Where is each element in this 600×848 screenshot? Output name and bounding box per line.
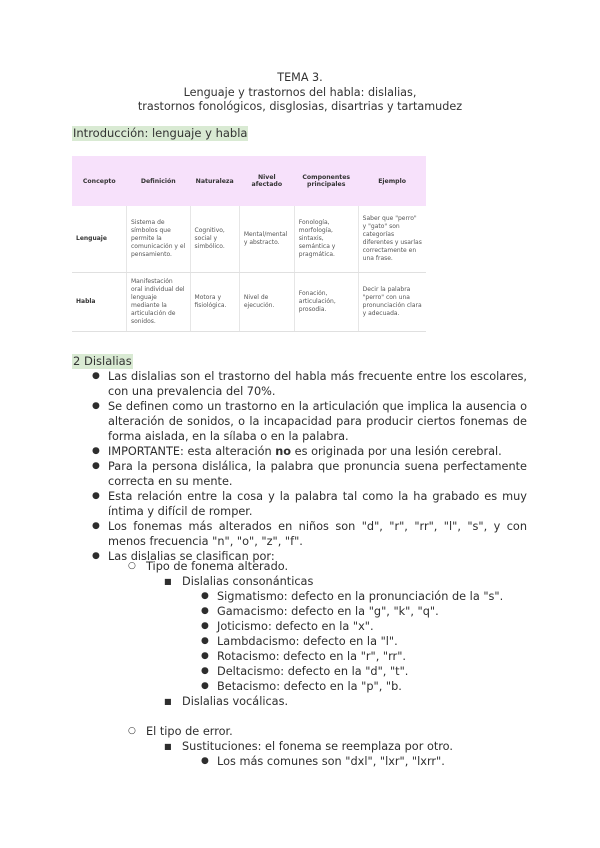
list-item: ● Las dislalias se clasifican por: bbox=[92, 550, 275, 563]
table-cell: Nivel de ejecución. bbox=[239, 273, 294, 332]
bullet-icon: ● bbox=[201, 756, 209, 766]
bullet-icon: ● bbox=[92, 521, 100, 531]
table-row bbox=[72, 206, 426, 273]
table-header-cell: Definición bbox=[127, 156, 191, 206]
vocalic-dislalias-list bbox=[0, 694, 288, 709]
intro-heading: Introducción: lenguaje y habla bbox=[73, 126, 248, 140]
table-cell: Sistema de símbolos que permite la comunicación y el pensamiento. bbox=[127, 206, 191, 273]
list-item: ■ Dislalias consonánticas bbox=[164, 575, 314, 588]
list-item: ● Rotacismo: defecto en la "r", "rr". bbox=[201, 650, 406, 663]
bullet-icon: ● bbox=[201, 591, 209, 601]
bullet-icon: ● bbox=[92, 491, 100, 501]
list-item: ● IMPORTANTE: esta alteración no es originada por una lesión cerebral. bbox=[92, 445, 502, 458]
square-bullet-icon: ■ bbox=[164, 742, 172, 751]
table-header-cell: Componentes principales bbox=[294, 156, 358, 206]
classification-level-1 bbox=[0, 559, 288, 574]
substitutions-list bbox=[0, 739, 453, 754]
list-item: ● Joticismo: defecto en la "x". bbox=[201, 620, 374, 633]
table-header-cell: Ejemplo bbox=[358, 156, 426, 206]
table-cell: Lenguaje bbox=[72, 206, 127, 273]
list-item: ● Esta relación entre la cosa y la palabra tal como la ha grabado es muy íntima y difícil de romper. bbox=[92, 490, 527, 518]
table-cell: Mental/mental y abstracto. bbox=[239, 206, 294, 273]
error-type-list bbox=[0, 724, 233, 739]
table-header-cell: Naturaleza bbox=[190, 156, 239, 206]
table-row bbox=[72, 273, 426, 332]
bullet-icon: ● bbox=[201, 636, 209, 646]
bullet-icon: ● bbox=[201, 621, 209, 631]
consonant-dislalias-list bbox=[0, 589, 503, 694]
list-item: ■ Dislalias vocálicas. bbox=[164, 695, 289, 708]
table-cell: Fonología, morfología, sintaxis, semántica y pragmática. bbox=[294, 206, 358, 273]
table-header-row bbox=[72, 156, 426, 206]
bullet-icon: ● bbox=[201, 651, 209, 661]
list-item: ○ Tipo de fonema alterado. bbox=[128, 560, 289, 573]
list-item: ● Los fonemas más alterados en niños son "d", "r", "rr", "l", "s", y con menos frecuencia "n", "o", "z", "f". bbox=[92, 520, 527, 548]
table-header-cell: Concepto bbox=[72, 156, 127, 206]
table-cell: Fonación, articulación, prosodia. bbox=[294, 273, 358, 332]
common-substitutions-list bbox=[0, 754, 445, 769]
bullet-icon: ● bbox=[201, 606, 209, 616]
list-item: ■ Sustituciones: el fonema se reemplaza por otro. bbox=[164, 740, 453, 753]
list-item: ● Para la persona dislálica, la palabra que pronuncia suena perfectamente correcta en su mente. bbox=[92, 460, 527, 488]
list-item: ● Sigmatismo: defecto en la pronunciación de la "s". bbox=[201, 590, 504, 603]
list-item: ● Betacismo: defecto en la "p", "b. bbox=[201, 680, 402, 693]
language-speech-table bbox=[72, 156, 426, 332]
table-cell: Manifestación oral individual del lenguaje mediante la articulación de sonidos. bbox=[127, 273, 191, 332]
list-item: ● Lambdacismo: defecto en la "l". bbox=[201, 635, 398, 648]
topic-subtitle-line-2: trastornos fonológicos, disglosias, disartrias y tartamudez bbox=[137, 100, 463, 113]
bullet-icon: ● bbox=[92, 401, 100, 411]
dislalias-heading: 2 Dislalias bbox=[73, 354, 132, 368]
table-cell: Habla bbox=[72, 273, 127, 332]
table-header-cell: Nivel afectado bbox=[239, 156, 294, 206]
classification-level-2 bbox=[0, 574, 313, 589]
table-cell: Decir la palabra "perro" con una pronunciación clara y adecuada. bbox=[358, 273, 426, 332]
list-item: ● Los más comunes son "dxl", "lxr", "lxrr". bbox=[201, 755, 445, 768]
list-item: ● Se definen como un trastorno en la articulación que implica la ausencia o alteración de sonidos, o la incapacidad para producir ciertos fonemas de forma aislada, en la sílaba o en la palabra. bbox=[92, 400, 527, 443]
list-item: ● Deltacismo: defecto en la "d", "t". bbox=[201, 665, 409, 678]
list-item: ○ El tipo de error. bbox=[128, 725, 233, 738]
bullet-icon: ● bbox=[92, 446, 100, 456]
circle-bullet-icon: ○ bbox=[128, 726, 136, 736]
list-item: ● Las dislalias son el trastorno del habla más frecuente entre los escolares, con una prevalencia del 70%. bbox=[92, 370, 527, 398]
circle-bullet-icon: ○ bbox=[128, 561, 136, 571]
square-bullet-icon: ■ bbox=[164, 577, 172, 586]
bullet-icon: ● bbox=[92, 551, 100, 561]
bullet-icon: ● bbox=[92, 461, 100, 471]
bullet-icon: ● bbox=[201, 681, 209, 691]
square-bullet-icon: ■ bbox=[164, 697, 172, 706]
topic-subtitle-line-1: Lenguaje y trastornos del habla: dislalias, bbox=[183, 86, 417, 99]
bullet-icon: ● bbox=[92, 371, 100, 381]
bullet-icon: ● bbox=[201, 666, 209, 676]
dislalias-bullet-list bbox=[0, 369, 600, 564]
table-cell: Motora y fisiológica. bbox=[190, 273, 239, 332]
table-cell: Cognitivo, social y simbólico. bbox=[190, 206, 239, 273]
list-item: ● Gamacismo: defecto en la "g", "k", "q". bbox=[201, 605, 439, 618]
topic-title: TEMA 3. bbox=[277, 71, 323, 84]
table-cell: Saber que "perro" y "gato" son categorías diferentes y usarlas correctamente en una frase. bbox=[358, 206, 426, 273]
